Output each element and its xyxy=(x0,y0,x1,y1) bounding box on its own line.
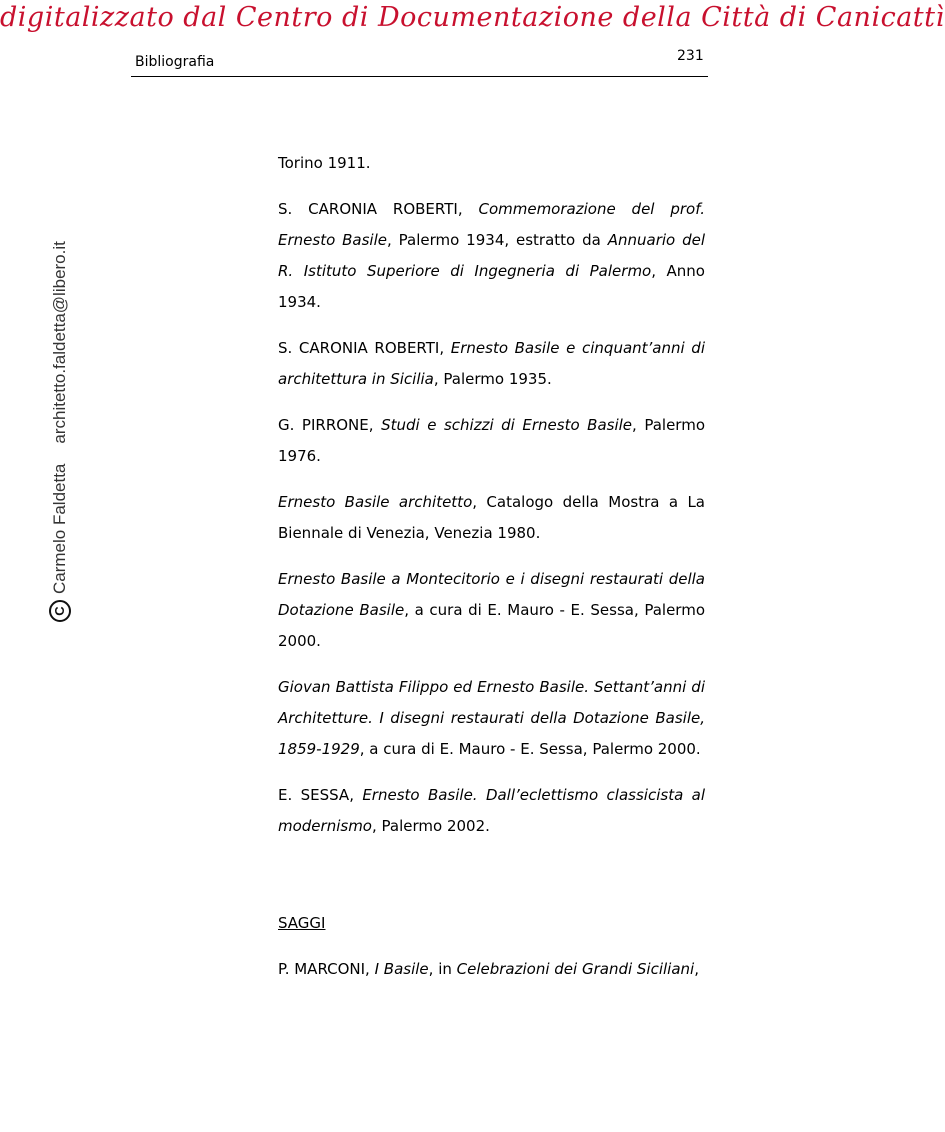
bib-entry: E. SESSA, Ernesto Basile. Dall’eclettismo classicista al modernismo, Palermo 2002. xyxy=(278,786,705,835)
bib-entry: P. MARCONI, I Basile, in Celebrazioni dei Grandi Siciliani, xyxy=(278,960,699,978)
running-header-title: Bibliografia xyxy=(135,54,215,70)
bib-entry: Torino 1911. xyxy=(278,154,371,172)
bib-entry: Ernesto Basile architetto, Catalogo della Mostra a La Biennale di Venezia, Venezia 1980. xyxy=(278,493,705,542)
bib-entry: S. CARONIA ROBERTI, Ernesto Basile e cinquant’anni di architettura in Sicilia, Palermo 1935. xyxy=(278,339,705,388)
section-heading-saggi: SAGGI xyxy=(278,914,326,932)
copyright-sidebar xyxy=(49,241,71,622)
digitization-watermark-banner: digitalizzato dal Centro di Documentazione della Città di Canicattì xyxy=(0,2,945,33)
bib-entry: Ernesto Basile a Montecitorio e i disegni restaurati della Dotazione Basile, a cura di E. Mauro - E. Sessa, Palermo 2000. xyxy=(278,570,705,650)
bib-entry: S. CARONIA ROBERTI, Commemorazione del prof. Ernesto Basile, Palermo 1934, estratto da Annuario del R. Istituto Superiore di Ingegneria di Palermo, Anno 1934. xyxy=(278,200,706,311)
author-email: architetto.faldetta@libero.it xyxy=(50,241,69,444)
author-name: Carmelo Faldetta xyxy=(50,463,69,594)
copyright-icon: C xyxy=(49,600,71,622)
bibliography-body xyxy=(278,148,705,1000)
bib-entry: Giovan Battista Filippo ed Ernesto Basile. Settant’anni di Architetture. I disegni restaurati della Dotazione Basile, 1859-1929, a cura di E. Mauro - E. Sessa, Palermo 2000. xyxy=(278,678,705,758)
bib-entry: G. PIRRONE, Studi e schizzi di Ernesto Basile, Palermo 1976. xyxy=(278,416,706,465)
header-divider xyxy=(131,76,708,77)
page-number: 231 xyxy=(677,48,704,64)
